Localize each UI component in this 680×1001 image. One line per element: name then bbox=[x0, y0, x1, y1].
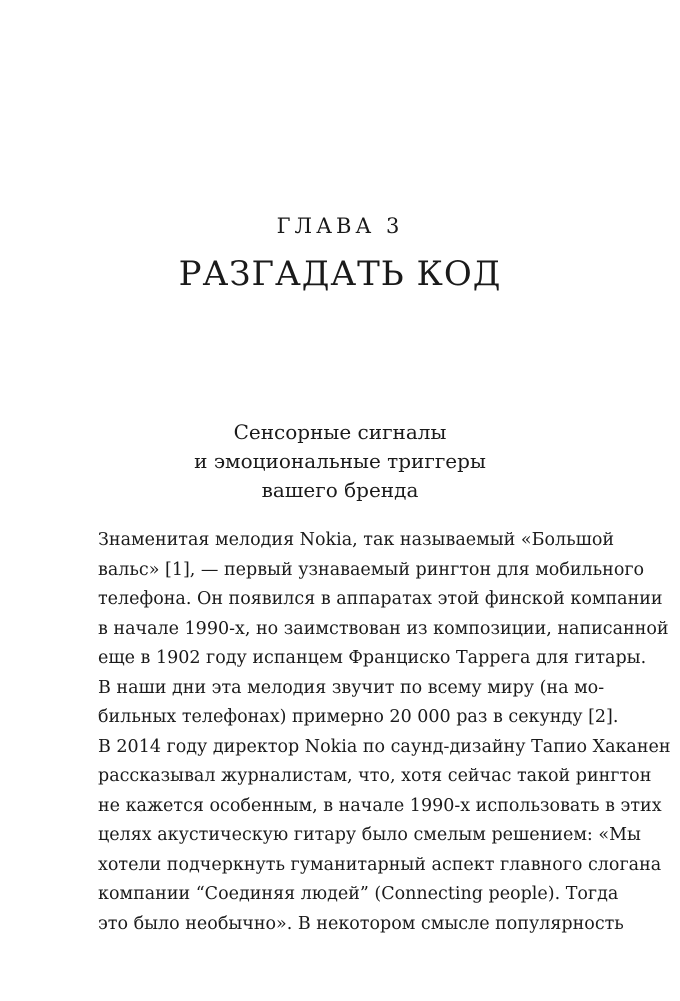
text-line: рассказывал журналистам, что, хотя сейчас такой рингтон bbox=[98, 766, 652, 786]
text-line: вальс» [1], — первый узнаваемый рингтон для мобильного bbox=[98, 559, 645, 580]
text-line: хотели подчеркнуть гуманитарный аспект главного слогана bbox=[98, 854, 662, 875]
text-line: не кажется особенным, в начале 1990-х использовать в этих bbox=[98, 795, 662, 816]
text-line: компании “Соединяя людей” (Connecting people). Тогда bbox=[98, 884, 619, 904]
text-line: бильных телефонах) примерно 20 000 раз в секунду [2]. bbox=[98, 707, 619, 727]
body-paragraph bbox=[98, 526, 671, 939]
text-line: еще в 1902 году испанцем Франциско Таррега для гитары. bbox=[98, 648, 647, 668]
text-line: это было необычно». В некотором смысле популярность bbox=[98, 913, 624, 934]
text-line: Знаменитая мелодия Nokia, так называемый «Большой bbox=[98, 530, 615, 550]
section-heading bbox=[0, 418, 680, 505]
text-line: В наши дни эта мелодия звучит по всему миру (на мо- bbox=[98, 677, 605, 698]
section-heading-line: вашего бренда bbox=[261, 478, 419, 502]
chapter-title: РАЗГАДАТЬ КОД bbox=[178, 254, 502, 294]
section-heading-line: Сенсорные сигналы bbox=[233, 420, 447, 444]
chapter-number: ГЛАВА 3 bbox=[276, 214, 404, 238]
text-line: целях акустическую гитару было смелым решением: «Мы bbox=[98, 825, 641, 845]
text-line: в начале 1990-х, но заимствован из композиции, написанной bbox=[98, 618, 669, 639]
text-line: телефона. Он появился в аппаратах этой финской компании bbox=[98, 589, 663, 609]
text-line: В 2014 году директор Nokia по саунд-дизайну Тапио Хаканен bbox=[98, 736, 671, 757]
section-heading-line: и эмоциональные триггеры bbox=[194, 449, 486, 473]
